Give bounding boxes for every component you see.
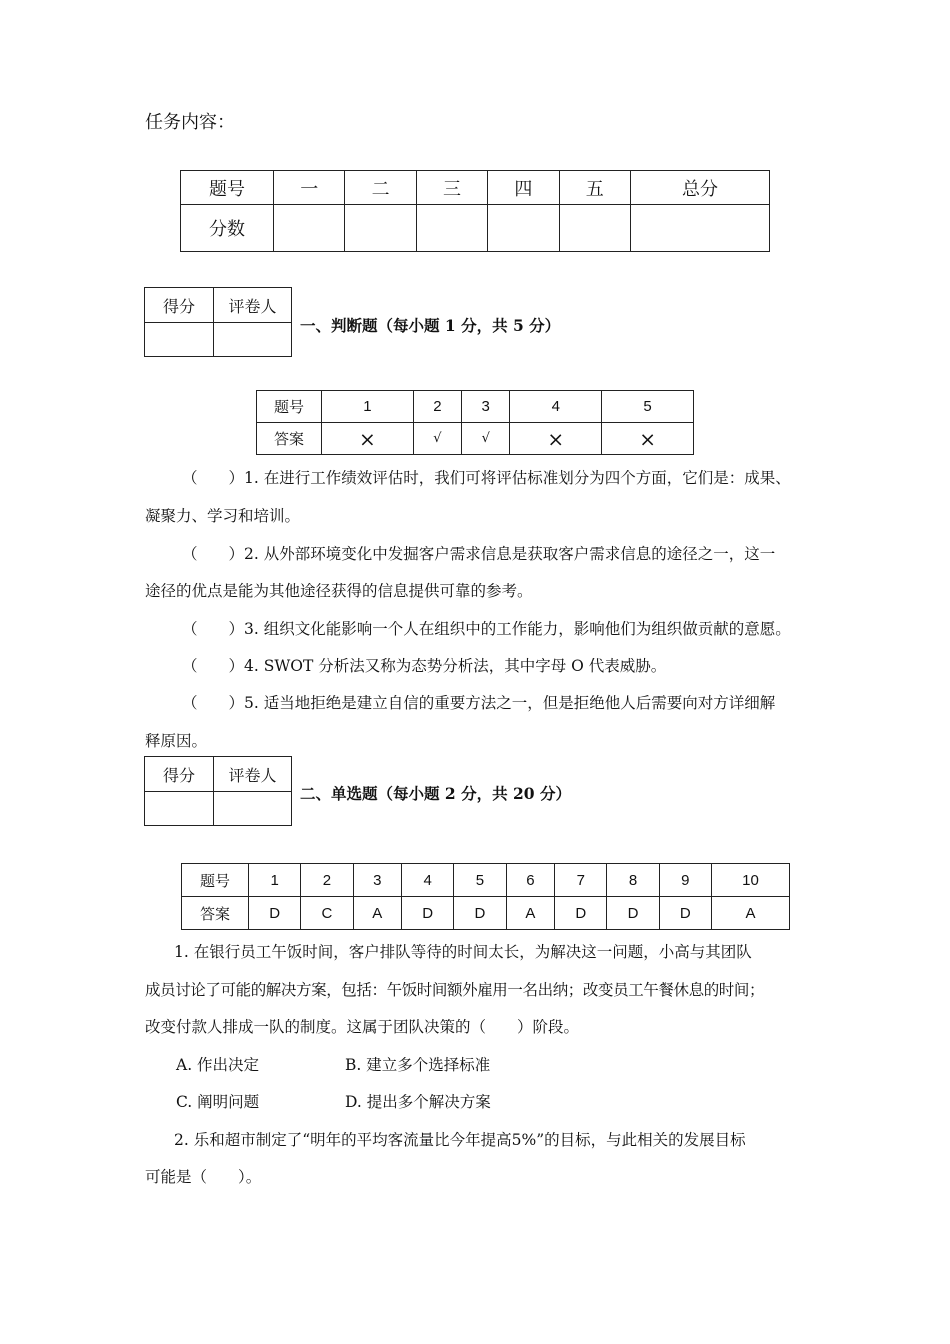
answer-table-label: 题号 — [257, 391, 322, 423]
section1-answer-table — [256, 390, 694, 455]
score-blank-cell — [345, 205, 416, 252]
answer-table-label: 答案 — [182, 897, 249, 930]
question-line: 凝聚力、学习和培训。 — [145, 507, 301, 525]
section2-title: 二、单选题（每小题 2 分，共 20 分） — [300, 784, 571, 803]
section2-grader-box — [144, 756, 292, 826]
score-header-cell: 三 — [416, 171, 487, 205]
grader-name-blank — [214, 323, 292, 357]
answer-table-number-row — [257, 391, 694, 423]
score-header-cell: 题号 — [181, 171, 274, 205]
answer-cell: D — [659, 897, 711, 930]
answer-cell: A — [506, 897, 555, 930]
question-line: 改变付款人排成一队的制度。这属于团队决策的（ ）阶段。 — [145, 1018, 580, 1036]
answer-table-answer-row — [182, 897, 790, 930]
question-number-cell: 5 — [602, 391, 694, 423]
question-line: （ ）3. 组织文化能影响一个人在组织中的工作能力，影响他们为组织做贡献的意愿。 — [182, 620, 791, 638]
answer-table-number-row — [182, 864, 790, 897]
answer-cell: × — [602, 423, 694, 455]
question-line: 释原因。 — [145, 732, 208, 750]
grader-score-blank — [145, 792, 214, 826]
grader-score-blank — [145, 323, 214, 357]
score-header-cell: 总分 — [630, 171, 769, 205]
score-table-value-row — [181, 205, 770, 252]
answer-cell: D — [454, 897, 506, 930]
grader-score-label: 得分 — [145, 757, 214, 792]
score-row-label: 分数 — [181, 205, 274, 252]
answer-cell: A — [711, 897, 789, 930]
question-number-cell: 4 — [402, 864, 454, 897]
score-blank-cell — [416, 205, 487, 252]
question-number-cell: 8 — [607, 864, 659, 897]
overall-score-table — [180, 170, 770, 252]
option-b: B. 建立多个选择标准 — [345, 1056, 491, 1074]
question-line: （ ）5. 适当地拒绝是建立自信的重要方法之一，但是拒绝他人后需要向对方详细解 — [182, 694, 776, 712]
question-line: 途径的优点是能为其他途径获得的信息提供可靠的参考。 — [145, 582, 533, 600]
answer-cell: A — [353, 897, 402, 930]
score-blank-cell — [630, 205, 769, 252]
grader-name-blank — [214, 792, 292, 826]
answer-table-label: 答案 — [257, 423, 322, 455]
grader-name-label: 评卷人 — [214, 757, 292, 792]
score-header-cell: 五 — [559, 171, 630, 205]
score-table-header-row — [181, 171, 770, 205]
question-number-cell: 4 — [510, 391, 602, 423]
question-number-cell: 3 — [462, 391, 510, 423]
section1-title: 一、判断题（每小题 1 分，共 5 分） — [300, 316, 561, 335]
question-number-cell: 9 — [659, 864, 711, 897]
answer-table-label: 题号 — [182, 864, 249, 897]
question-number-cell: 2 — [413, 391, 461, 423]
score-header-cell: 二 — [345, 171, 416, 205]
question-line: （ ）1. 在进行工作绩效评估时，我们可将评估标准划分为四个方面，它们是：成果、 — [182, 469, 791, 487]
question-number-cell: 7 — [555, 864, 607, 897]
question-number-cell: 10 — [711, 864, 789, 897]
section2-answer-table — [181, 863, 790, 930]
answer-cell: √ — [462, 423, 510, 455]
score-blank-cell — [488, 205, 559, 252]
question-number-cell: 6 — [506, 864, 555, 897]
question-number-cell: 2 — [301, 864, 353, 897]
answer-cell: D — [249, 897, 301, 930]
score-blank-cell — [559, 205, 630, 252]
grader-score-label: 得分 — [145, 288, 214, 323]
question-line: （ ）4. SWOT 分析法又称为态势分析法，其中字母 O 代表威胁。 — [182, 657, 667, 675]
answer-cell: C — [301, 897, 353, 930]
question-number-cell: 5 — [454, 864, 506, 897]
option-d: D. 提出多个解决方案 — [345, 1093, 491, 1111]
question-line: 成员讨论了可能的解决方案，包括：午饭时间额外雇用一名出纳；改变员工午餐休息的时间； — [145, 981, 765, 999]
option-c: C. 阐明问题 — [176, 1093, 260, 1111]
task-label: 任务内容： — [145, 112, 235, 133]
option-a: A. 作出决定 — [176, 1056, 260, 1074]
answer-cell: √ — [413, 423, 461, 455]
grader-name-label: 评卷人 — [214, 288, 292, 323]
answer-cell: × — [322, 423, 414, 455]
answer-table-answer-row — [257, 423, 694, 455]
question-line: 2. 乐和超市制定了“明年的平均客流量比今年提高5%”的目标，与此相关的发展目标 — [174, 1131, 746, 1149]
answer-cell: D — [402, 897, 454, 930]
question-number-cell: 1 — [322, 391, 414, 423]
score-blank-cell — [274, 205, 345, 252]
section1-grader-box — [144, 287, 292, 357]
answer-cell: D — [555, 897, 607, 930]
question-number-cell: 3 — [353, 864, 402, 897]
question-line: 1. 在银行员工午饭时间，客户排队等待的时间太长，为解决这一问题，小高与其团队 — [174, 943, 752, 961]
score-header-cell: 四 — [488, 171, 559, 205]
answer-cell: D — [607, 897, 659, 930]
score-header-cell: 一 — [274, 171, 345, 205]
question-line: （ ）2. 从外部环境变化中发掘客户需求信息是获取客户需求信息的途径之一，这一 — [182, 545, 776, 563]
question-line: 可能是（ ）。 — [145, 1168, 262, 1186]
answer-cell: × — [510, 423, 602, 455]
question-number-cell: 1 — [249, 864, 301, 897]
